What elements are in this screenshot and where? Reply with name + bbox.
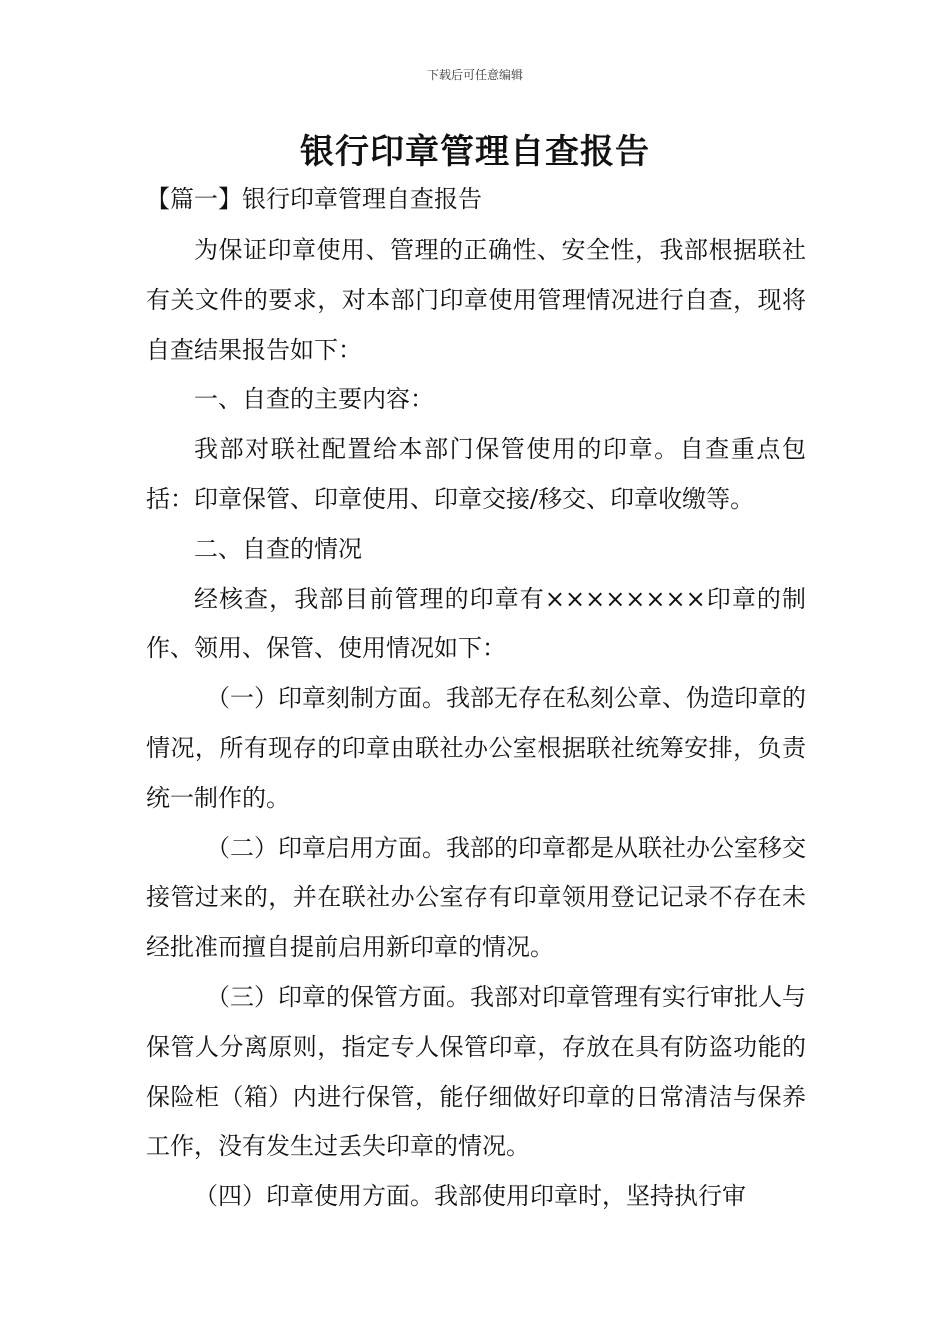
- paragraph-check-result: 经核查，我部目前管理的印章有××××××××印章的制作、领用、保管、使用情况如下：: [146, 584, 806, 663]
- heading-check-status: 二、自查的情况: [194, 534, 362, 563]
- paragraph-intro: 为保证印章使用、管理的正确性、安全性，我部根据联社有关文件的要求，对本部门印章使用管理情况进行自查，现将自查结果报告如下：: [146, 236, 806, 364]
- section-heading: 【篇一】银行印章管理自查报告: [146, 185, 482, 213]
- paragraph-item-1: （一）印章刻制方面。我部无存在私刻公章、伪造印章的情况，所有现存的印章由联社办公室根据联社统筹安排，负责统一制作的。: [146, 684, 806, 812]
- paragraph-item-2: （二）印章启用方面。我部的印章都是从联社办公室移交接管过来的，并在联社办公室存有印章领用登记记录不存在未经批准而擅自提前启用新印章的情况。: [146, 833, 806, 962]
- header-note: 下载后可任意编辑: [426, 68, 523, 82]
- paragraph-check-scope: 我部对联社配置给本部门保管使用的印章。自查重点包括：印章保管、印章使用、印章交接/移交、印章收缴等。: [146, 435, 806, 513]
- paragraph-item-3: （三）印章的保管方面。我部对印章管理有实行审批人与保管人分离原则，指定专人保管印章，存放在具有防盗功能的保险柜（箱）内进行保管，能仔细做好印章的日常清洁与保养工作，没有发生过丢失印章的情况。: [146, 982, 806, 1161]
- document-title: 银行印章管理自查报告: [300, 132, 650, 172]
- heading-check-content: 一、自查的主要内容：: [194, 385, 434, 414]
- document-body: [146, 226, 806, 1222]
- paragraph-item-4: （四）印章使用方面。我部使用印章时，坚持执行审: [194, 1182, 746, 1211]
